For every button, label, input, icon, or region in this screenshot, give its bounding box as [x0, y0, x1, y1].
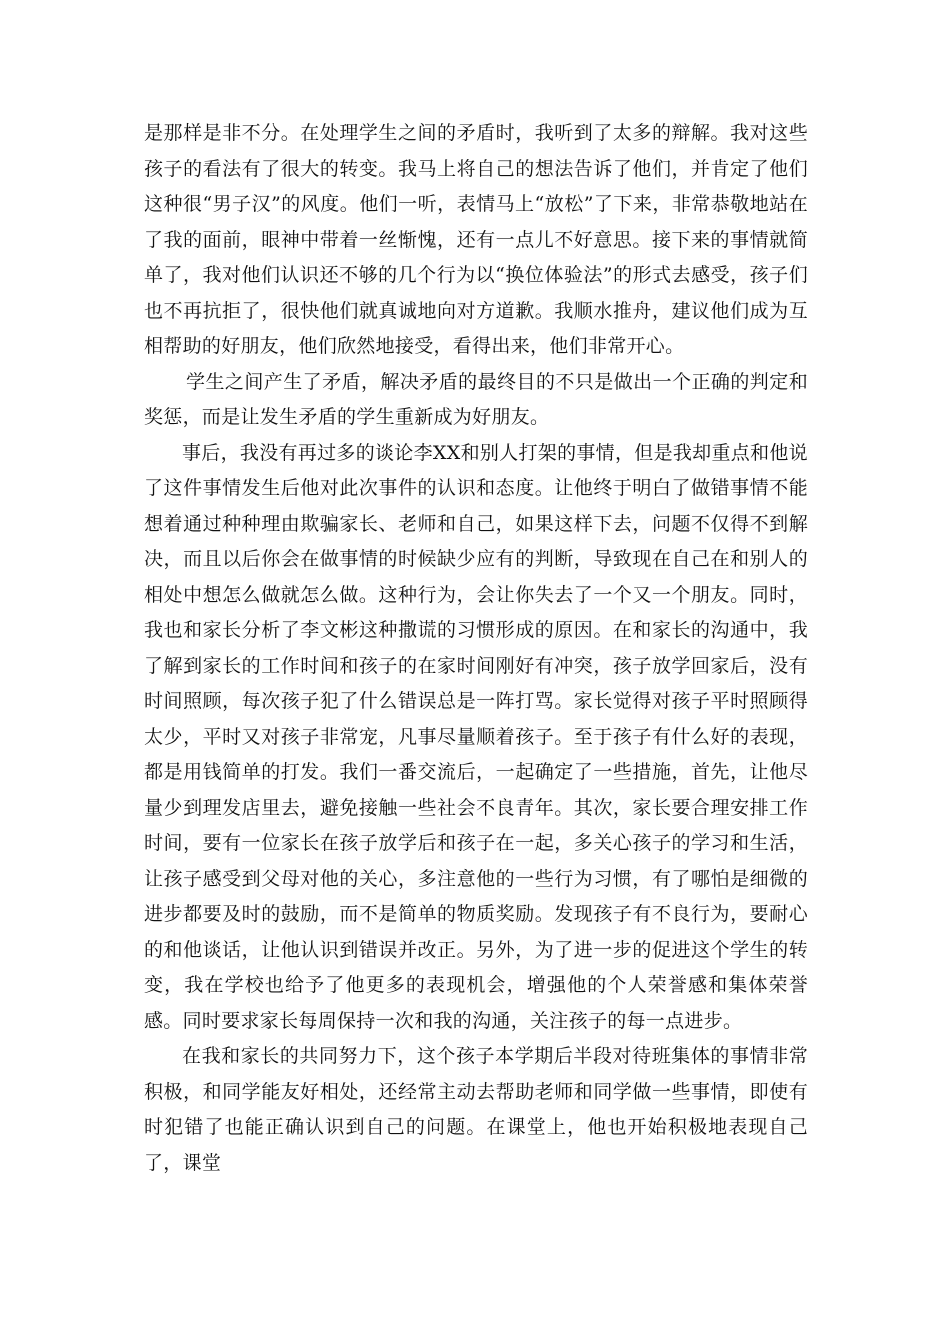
paragraph-4: 在我和家长的共同努力下，这个孩子本学期后半段对待班集体的事情非常积极，和同学能友好相处，还经常主动去帮助老师和同学做一些事情，即使有时犯错了也能正确认识到自己的问题。在课堂上，他也开始积极地表现自己了，课堂 [144, 1045, 808, 1174]
paragraph-2: 学生之间产生了矛盾，解决矛盾的最终目的不只是做出一个正确的判定和奖惩，而是让发生矛盾的学生重新成为好朋友。 [144, 370, 808, 428]
paragraph-3: 事后，我没有再过多的谈论李XX和别人打架的事情，但是我却重点和他说了这件事情发生后他对此次事件的认识和态度。让他终于明白了做错事情不能想着通过种种理由欺骗家长、老师和自己，如果这样下去，问题不仅得不到解决，而且以后你会在做事情的时候缺少应有的判断，导致现在自己在和别人的相处中想怎么做就怎么做。这种行为，会让你失去了一个又一个朋友。同时，我也和家长分析了李文彬这种撒谎的习惯形成的原因。在和家长的沟通中，我了解到家长的工作时间和孩子的在家时间刚好有冲突，孩子放学回家后，没有时间照顾，每次孩子犯了什么错误总是一阵打骂。家长觉得对孩子平时照顾得太少，平时又对孩子非常宠，凡事尽量顺着孩子。至于孩子有什么好的表现，都是用钱简单的打发。我们一番交流后，一起确定了一些措施，首先，让他尽量少到理发店里去，避免接触一些社会不良青年。其次，家长要合理安排工作时间，要有一位家长在孩子放学后和孩子在一起，多关心孩子的学习和生活，让孩子感受到父母对他的关心，多注意他的一些行为习惯，有了哪怕是细微的进步都要及时的鼓励，而不是简单的物质奖励。发现孩子有不良行为，要耐心的和他谈话，让他认识到错误并改正。另外，为了进一步的促进这个学生的转变，我在学校也给予了他更多的表现机会，增强他的个人荣誉感和集体荣誉感。同时要求家长每周保持一次和我的沟通，关注孩子的每一点进步。 [144, 441, 808, 1032]
document-body [144, 116, 808, 1181]
paragraph-1: 是那样是非不分。在处理学生之间的矛盾时，我听到了太多的辩解。我对这些孩子的看法有了很大的转变。我马上将自己的想法告诉了他们，并肯定了他们这种很“男子汉”的风度。他们一听，表情马上“放松”了下来，非常恭敬地站在了我的面前，眼神中带着一丝惭愧，还有一点儿不好意思。接下来的事情就简单了，我对他们认识还不够的几个行为以“换位体验法”的形式去感受，孩子们也不再抗拒了，很快他们就真诚地向对方道歉。我顺水推舟，建议他们成为互相帮助的好朋友，他们欣然地接受，看得出来，他们非常开心。 [144, 122, 808, 357]
